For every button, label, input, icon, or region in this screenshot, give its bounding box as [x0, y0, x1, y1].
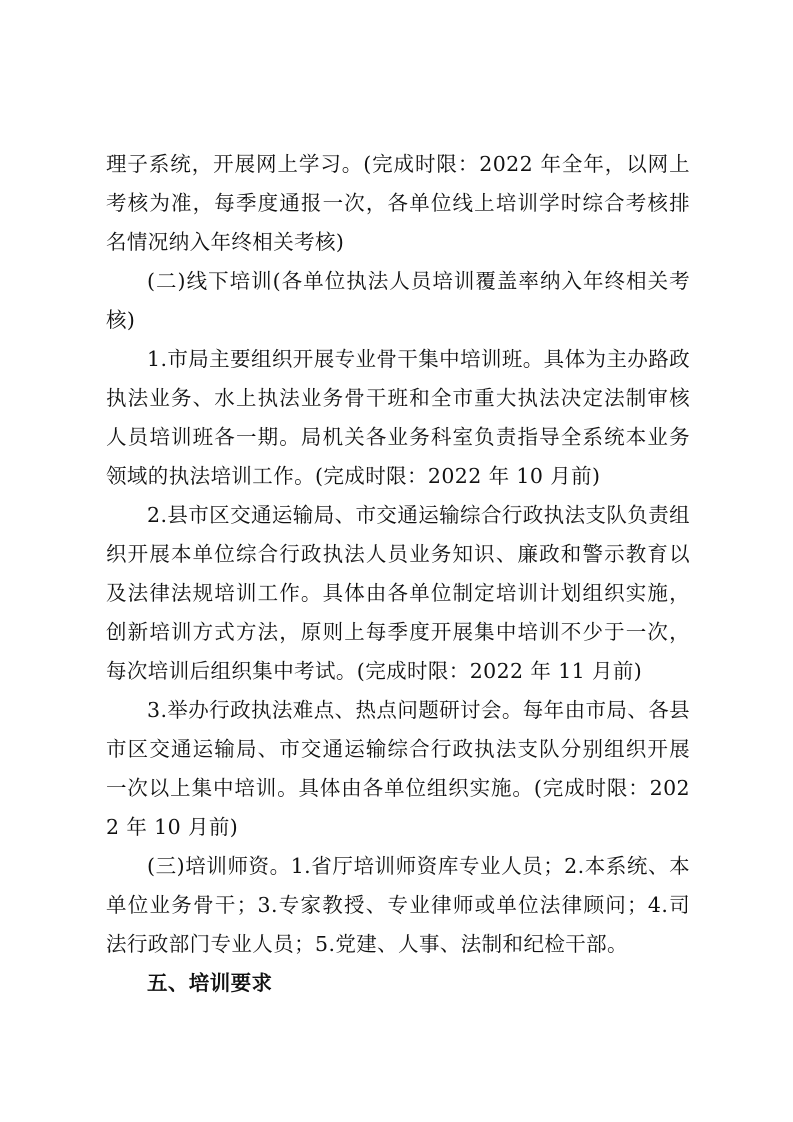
paragraph-county-training: 2.县市区交通运输局、市交通运输综合行政执法支队负责组织开展本单位综合行政执法人员业务知识、廉政和警示教育以及法律法规培训工作。具体由各单位制定培训计划组织实施，创新培训方式方法，原则上每季度开展集中培训不少于一次，每次培训后组织集中考试。(完成时限：2022 年 11 月前) — [106, 503, 690, 683]
paragraph-online-training-end: 理子系统，开展网上学习。(完成时限：2022 年全年，以网上考核为准，每季度通报一次，各单位线上培训学时综合考核排名情况纳入年终相关考核) — [106, 152, 690, 254]
paragraph-city-bureau-training: 1.市局主要组织开展专业骨干集中培训班。具体为主办路政执法业务、水上执法业务骨干班和全市重大执法决定法制审核人员培训班各一期。局机关各业务科室负责指导全系统本业务领域的执法培训工作。(完成时限：2022 年 10 月前) — [106, 347, 690, 488]
document-page — [106, 145, 690, 1003]
paragraph-seminar: 3.举办行政执法难点、热点问题研讨会。每年由市局、各县市区交通运输局、市交通运输综合行政执法支队分别组织开展一次以上集中培训。具体由各单位组织实施。(完成时限：2022 年 10 月前) — [106, 698, 690, 839]
section-heading-training-requirements: 五、培训要求 — [147, 971, 273, 995]
paragraph-offline-training-heading: (二)线下培训(各单位执法人员培训覆盖率纳入年终相关考核) — [106, 269, 690, 332]
paragraph-trainers: (三)培训师资。1.省厅培训师资库专业人员；2.本系统、本单位业务骨干；3.专家教授、专业律师或单位法律顾问；4.司法行政部门专业人员；5.党建、人事、法制和纪检干部。 — [106, 854, 690, 956]
